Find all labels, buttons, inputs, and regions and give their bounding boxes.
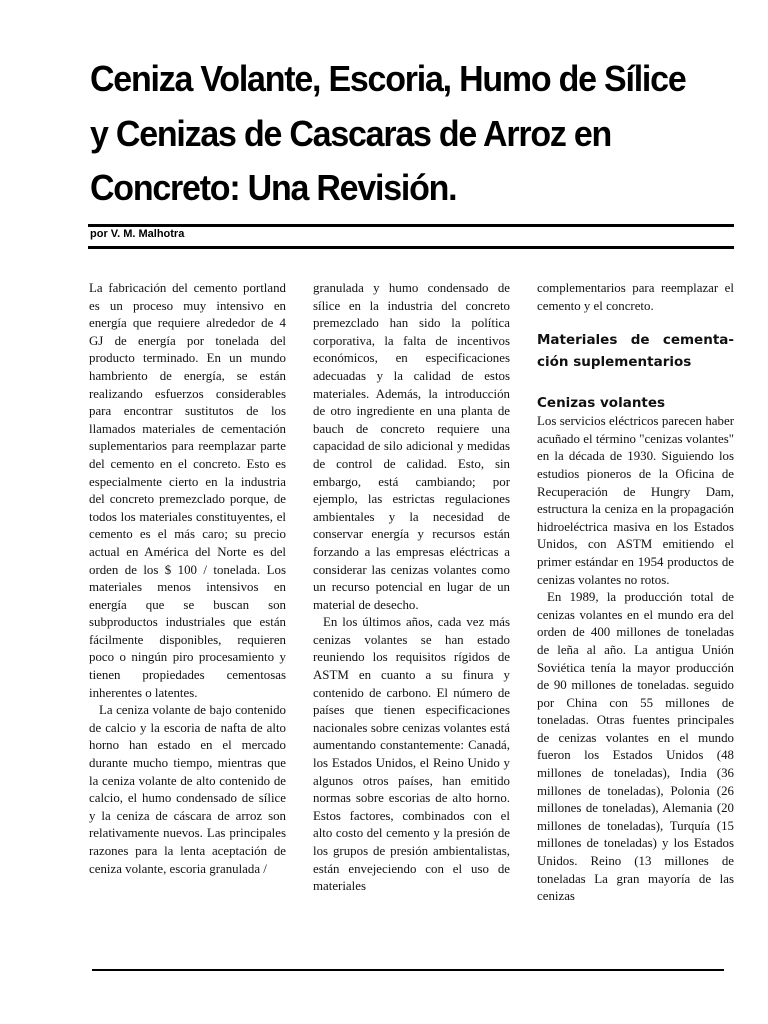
text-column-3 <box>537 280 734 906</box>
footer-rule <box>92 969 724 971</box>
paragraph: En 1989, la producción total de cenizas volantes en el mundo era del orden de 400 millones de toneladas de leña al año. La antigua Unión Soviética tenía la mayor producción de 90 millones de toneladas. seguido por China con 55 millones de toneladas. Otras fuentes principales de cenizas volantes en el mundo fueron los Estados Unidos (48 millones de toneladas), India (36 millones de toneladas), Polonia (26 millones de toneladas), Alemania (20 millones de toneladas), Turquía (15 millones de toneladas) y los Estados Unidos. Reino (13 millones de toneladas La gran mayoría de las cenizas <box>537 590 734 904</box>
byline: por V. M. Malhotra <box>90 228 185 240</box>
article-title: Ceniza Volante, Escoria, Humo de Sílice y Cenizas de Cascaras de Arroz en Concreto: Una Revisión. <box>90 58 686 208</box>
top-rule <box>88 224 734 227</box>
byline-rule <box>88 246 734 249</box>
text-column-1 <box>89 280 286 878</box>
text-column-2 <box>313 280 510 896</box>
paragraph: La ceniza volante de bajo contenido de calcio y la escoria de nafta de alto horno han estado en el mercado durante mucho tiempo, mientras que la ceniza volante de alto contenido de calcio, el humo condensado de sílice y la ceniza de cáscara de arroz son relativamente nuevos. Las principales razones para la lenta aceptación de ceniza volante, escoria granulada / <box>89 703 286 876</box>
paragraph: granulada y humo condensado de sílice en la industria del concreto premezclado han sido la política corporativa, la falta de incentivos económicos, en especificaciones adecuadas y la calidad de estos materiales. Además, la introducción de otro ingrediente en una planta de bauch de concreto requiere una capacidad de silo adicional y medidas de control de calidad. Esto, sin embargo, está cambiando; por ejemplo, las estrictas regulaciones ambientales y la necesidad de conservar energía y recursos están forzando a las empresas eléctricas a considerar las cenizas volantes como un recurso potencial en lugar de un material de desecho. <box>313 281 510 612</box>
paragraph: Los servicios eléctricos parecen haber acuñado el término "cenizas volantes" en la década de 1930. Siguiendo los estudios pioneros de la Oficina de Recuperación de Hungry Dam, estructura la ceniza en la propagación hidroeléctrica masiva en los Estados Unidos, con ASTM emitiendo el primer estándar en 1954 productos de cenizas volantes no rotos. <box>537 414 734 587</box>
section-heading: Materiales de cementa-ción suplementarios <box>537 332 734 371</box>
paragraph: La fabricación del cemento portland es un proceso muy intensivo en energía que requiere alrededor de 4 GJ de energía por tonelada del producto terminado. En un mundo hambriento de energía, se están realizando esfuerzos considerables para encontrar sustitutos de los llamados materiales de cementación suplementarios para reemplazar parte del cemento en el concreto. Esto es especialmente cierto en la industria del concreto premezclado porque, de todos los materiales constituyentes, el cemento es el más caro; su precio actual en América del Norte es del orden de los $ 100 / tonelada. Los materiales menos intensivos en energía que se buscan son subproductos industriales que están fácilmente disponibles, requieren poco o ningún piro procesamiento y tienen propiedades cementosas inherentes o latentes. <box>89 281 286 700</box>
paragraph: En los últimos años, cada vez más cenizas volantes se han estado reuniendo los requisitos rígidos de ASTM en cuanto a su finura y contenido de carbono. El número de países que tienen especificaciones nacionales sobre cenizas volantes está aumentando constantemente: Canadá, los Estados Unidos, el Reino Unido y algunos otros países, han emitido normas sobre escorias de alto horno. Estos factores, combinados con el alto costo del cemento y la presión de los grupos de presión ambientalistas, están envejeciendo con el uso de materiales <box>313 615 510 894</box>
subsection-heading: Cenizas volantes <box>537 395 666 412</box>
paragraph: complementarios para reemplazar el cemento y el concreto. <box>537 281 734 313</box>
